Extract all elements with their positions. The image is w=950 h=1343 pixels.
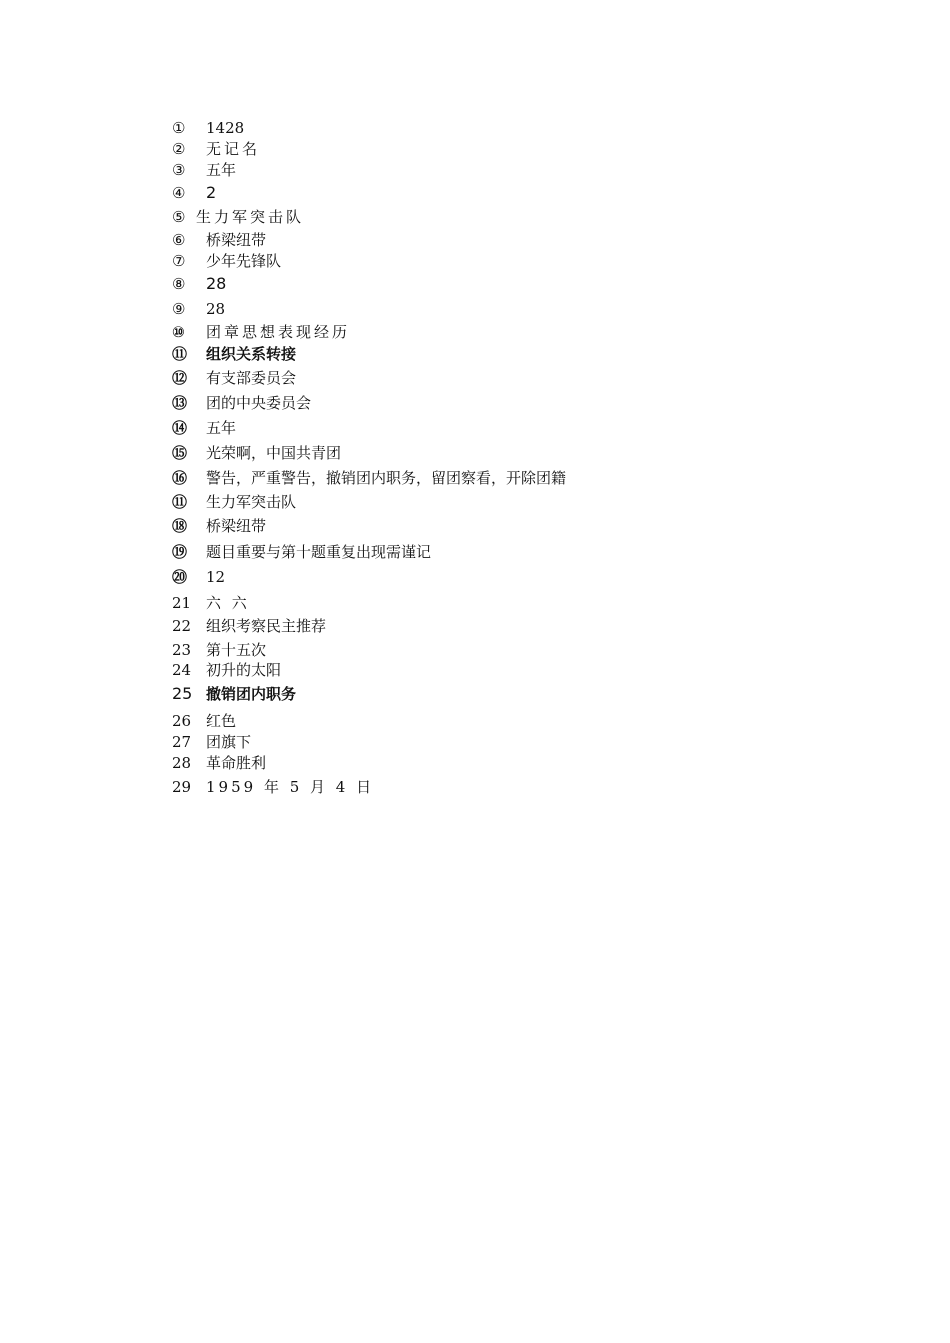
answer-row [172,231,266,249]
item-number: ⑤ [172,208,186,226]
answer-row [172,469,566,487]
item-number: ⑪ [172,493,188,511]
item-number: 21 [172,594,192,612]
answer-text: 初升的太阳 [206,661,282,679]
answer-text: 五年 [206,161,237,179]
answer-text: 题目重要与第十题重复出现需谨记 [206,543,432,561]
item-number: ⑩ [172,323,185,341]
answer-text: 无记名 [206,140,261,158]
answer-row [172,778,374,796]
answer-row [172,208,304,226]
answer-text: 红色 [206,712,237,730]
item-number: 22 [172,617,192,635]
answer-row [172,661,281,679]
answer-row [172,252,281,270]
answer-text: 光荣啊，中国共青团 [206,444,342,462]
answer-row [172,119,244,137]
item-number: ⑳ [172,568,188,586]
answer-row [172,394,311,412]
item-number: ⑭ [172,419,188,437]
item-number: ③ [172,161,186,179]
answer-text: 团章思想表现经历 [206,323,351,341]
answer-text: 2 [206,183,217,202]
item-number: ⑦ [172,252,186,270]
item-number: ⑧ [172,275,186,293]
answer-text: 1428 [206,119,245,137]
answer-text: 有支部委员会 [206,369,297,387]
answer-text: 组织考察民主推荐 [206,617,327,635]
answer-row [172,712,236,730]
answer-row [172,323,350,341]
answer-row [172,685,296,703]
answer-text: 生力军突击队 [206,493,297,511]
item-number: 26 [172,712,192,730]
item-number: ⑮ [172,444,188,462]
answer-row [172,369,296,387]
answer-text: 生力军突击队 [196,208,305,226]
answer-row [172,568,225,586]
item-number: ④ [172,184,186,202]
answer-text: 五年 [206,419,237,437]
answer-row [172,184,216,202]
item-number: ② [172,140,186,158]
answer-row [172,275,226,293]
item-number: 28 [172,754,192,772]
item-number: ⑬ [172,394,188,412]
answer-row [172,641,266,659]
answer-row [172,345,296,363]
item-number: ⑪ [172,345,188,363]
item-number: ⑨ [172,300,186,318]
answer-row [172,594,250,612]
answer-text: 28 [206,274,227,293]
answer-text: 团的中央委员会 [206,394,312,412]
answer-text: 28 [206,300,226,318]
answer-row [172,617,326,635]
answer-row [172,733,251,751]
answer-text: 12 [206,568,226,586]
answer-row [172,444,341,462]
answer-text: 组织关系转接 [206,345,297,363]
answer-row [172,754,266,772]
item-number: ⑫ [172,369,188,387]
answer-text: 六 六 [206,594,250,612]
item-number: 23 [172,641,192,659]
answer-text: 少年先锋队 [206,252,282,270]
item-number: ① [172,119,186,137]
answer-text: 撤销团内职务 [206,685,297,703]
answer-row [172,140,260,158]
answer-row [172,300,225,318]
answer-row [172,419,236,437]
answer-text: 桥梁纽带 [206,517,267,535]
answer-text: 团旗下 [206,733,252,751]
item-number: 24 [172,661,192,679]
answer-row [172,543,431,561]
item-number: ⑯ [172,469,188,487]
answer-row [172,517,266,535]
answer-text: 桥梁纽带 [206,231,267,249]
answer-row [172,161,236,179]
answer-text: 第十五次 [206,641,267,659]
answer-text: 警告，严重警告，撤销团内职务，留团察看，开除团籍 [206,469,567,487]
item-number: 25 [172,684,193,703]
answer-text: 革命胜利 [206,754,267,772]
item-number: 27 [172,733,192,751]
answer-row [172,493,296,511]
item-number: ⑥ [172,231,186,249]
item-number: ⑲ [172,543,188,561]
answer-text: 1959 年 5 月 4 日 [206,778,375,796]
item-number: 29 [172,778,192,796]
item-number: ⑱ [172,517,188,535]
